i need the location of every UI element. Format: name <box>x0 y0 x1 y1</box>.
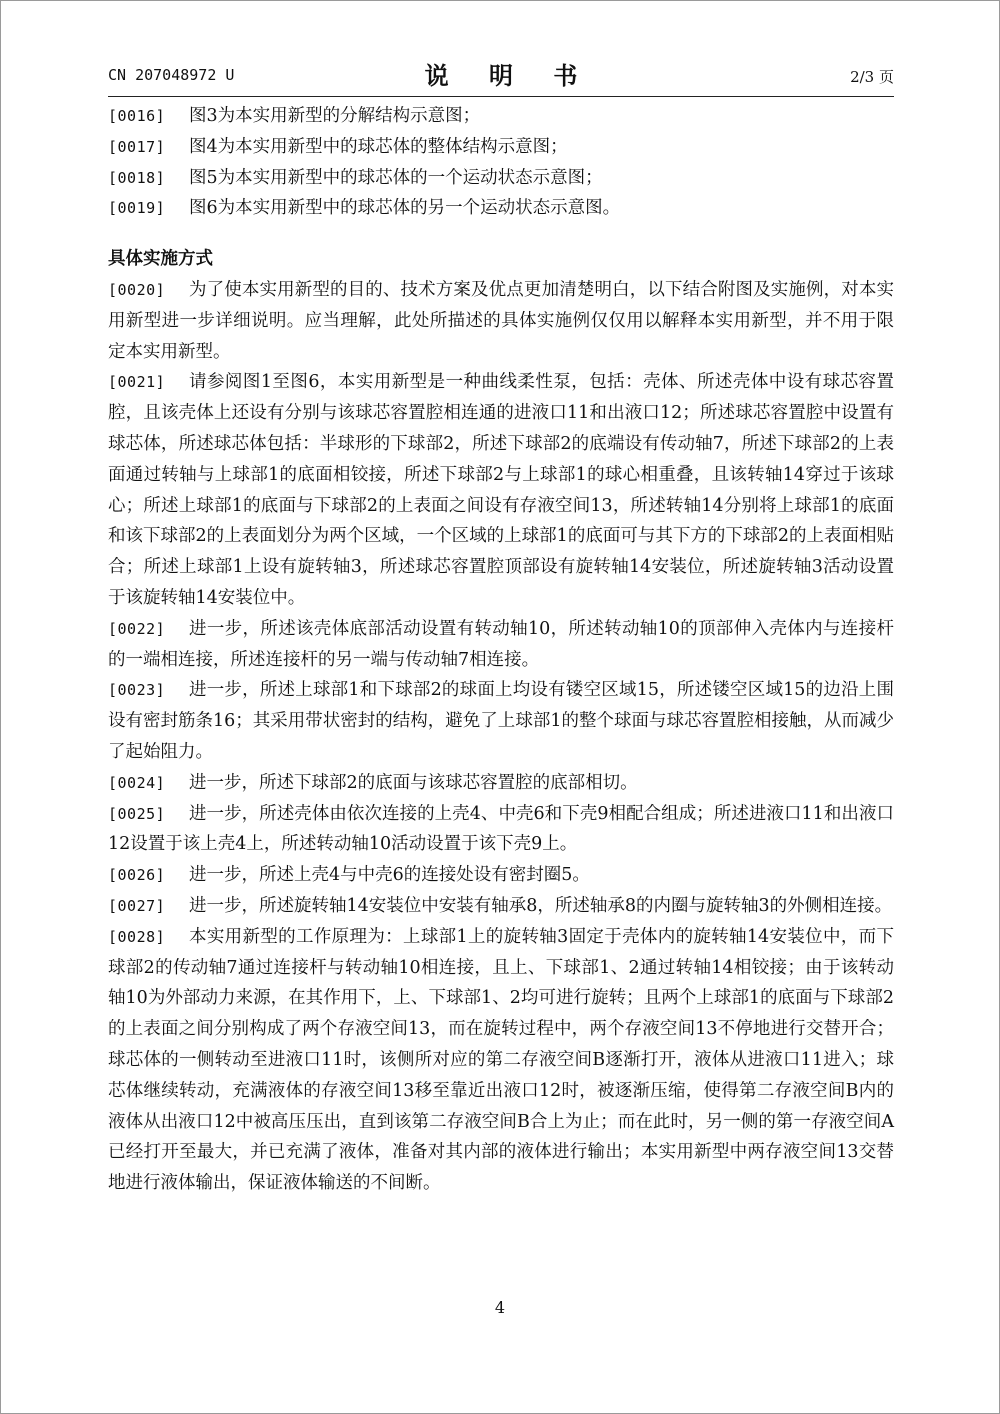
paragraph-number: [0019] <box>108 199 166 218</box>
paragraph <box>108 799 894 861</box>
paragraph <box>108 132 894 163</box>
paragraph <box>108 860 894 891</box>
paragraph-text: 请参阅图1至图6，本实用新型是一种曲线柔性泵，包括：壳体、所述壳体中设有球芯容置腔，且该壳体上还设有分别与该球芯容置腔相连通的进液口11和出液口12；所述球芯容置腔中设置有球芯体，所述球芯体包括：半球形的下球部2，所述下球部2的底端设有传动轴7，所述下球部2的上表面通过转轴与上球部1的底面相铰接，所述下球部2与上球部1的球心相重叠，且该转轴14穿过于该球心；所述上球部1的底面与下球部2的上表面之间设有存液空间13，所述转轴14分别将上球部1的底面和该下球部2的上表面划分为两个区域，一个区域的上球部1的底面可与其下方的下球部2的上表面相贴合；所述上球部1上设有旋转轴3，所述球芯容置腔顶部设有旋转轴14安装位，所述旋转轴3活动设置于该旋转轴14安装位中。 <box>108 372 894 608</box>
paragraph-text: 进一步，所述壳体由依次连接的上壳4、中壳6和下壳9相配合组成；所述进液口11和出液口12设置于该上壳4上，所述转动轴10活动设置于该下壳9上。 <box>108 803 894 855</box>
paragraph-text: 图5为本实用新型中的球芯体的一个运动状态示意图； <box>189 167 603 188</box>
paragraph-number: [0020] <box>108 280 166 299</box>
paragraph <box>108 891 894 922</box>
paragraph-text: 进一步，所述旋转轴14安装位中安装有轴承8，所述轴承8的内圈与旋转轴3的外侧相连接。 <box>189 895 893 916</box>
paragraph-text: 进一步，所述上壳4与中壳6的连接处设有密封圈5。 <box>189 865 590 886</box>
paragraph <box>108 163 894 194</box>
paragraph-number: [0018] <box>108 168 166 187</box>
page-number: 4 <box>494 1298 506 1317</box>
paragraph-text: 进一步，所述该壳体底部活动设置有转动轴10，所述转动轴10的顶部伸入壳体内与连接杆的一端相连接，所述连接杆的另一端与传动轴7相连接。 <box>108 618 894 670</box>
paragraph-text: 进一步，所述上球部1和下球部2的球面上均设有镂空区域15，所述镂空区域15的边沿上围设有密封筋条16；其采用带状密封的结构，避免了上球部1的整个球面与球芯容置腔相接触，从而减少了起始阻力。 <box>108 680 894 762</box>
section-heading: 具体实施方式 <box>108 249 213 270</box>
document-body <box>108 101 894 1199</box>
paragraph <box>108 768 894 799</box>
publication-number: CN 207048972 U <box>108 66 235 84</box>
paragraph-number: [0023] <box>108 681 166 700</box>
paragraph-text: 本实用新型的工作原理为：上球部1上的旋转轴3固定于壳体内的旋转轴14安装位中，而下球部2的传动轴7通过连接杆与转动轴10相连接，且上、下球部1、2通过转轴14相铰接；由于该转动轴10为外部动力来源，在其作用下，上、下球部1、2均可进行旋转；且两个上球部1的底面与下球部2的上表面之间分别构成了两个存液空间13，而在旋转过程中，两个存液空间13不停地进行交替开合；球芯体的一侧转动至进液口11时，该侧所对应的第二存液空间B逐渐打开，液体从进液口11进入；球芯体继续转动，充满液体的存液空间13移至靠近出液口12时，被逐渐压缩，使得第二存液空间B内的液体从出液口12中被高压压出，直到该第二存液空间B合上为止；而在此时，另一侧的第一存液空间A已经打开至最大，并已充满了液体，准备对其内部的液体进行输出；本实用新型中两存液空间13交替地进行液体输出，保证液体输送的不间断。 <box>108 926 894 1194</box>
paragraph-text: 为了使本实用新型的目的、技术方案及优点更加清楚明白，以下结合附图及实施例，对本实用新型进一步详细说明。应当理解，此处所描述的具体实施例仅仅用以解释本实用新型，并不用于限定本实用新型。 <box>108 279 894 362</box>
paragraph <box>108 275 894 367</box>
paragraph-number: [0028] <box>108 927 166 946</box>
paragraph-number: [0017] <box>108 137 166 156</box>
paragraph <box>108 675 894 767</box>
paragraph-number: [0022] <box>108 619 166 638</box>
paragraph-number: [0024] <box>108 773 166 792</box>
header-divider <box>108 96 894 97</box>
page-header <box>108 56 894 94</box>
paragraph-text: 图3为本实用新型的分解结构示意图； <box>189 106 481 126</box>
paragraph-number: [0027] <box>108 896 166 915</box>
page-of-total: 2/3 页 <box>850 68 894 86</box>
figure-description-list <box>108 101 894 224</box>
paragraph <box>108 367 894 613</box>
embodiment-section <box>108 275 894 1199</box>
paragraph <box>108 193 894 224</box>
paragraph-text: 图6为本实用新型中的球芯体的另一个运动状态示意图。 <box>189 198 621 219</box>
paragraph-number: [0025] <box>108 804 166 823</box>
paragraph <box>108 101 894 132</box>
paragraph <box>108 614 894 676</box>
document-title: 说 明 书 <box>424 62 594 90</box>
paragraph-text: 图4为本实用新型中的球芯体的整体结构示意图； <box>189 136 568 157</box>
paragraph-text: 进一步，所述下球部2的底面与该球芯容置腔的底部相切。 <box>189 772 638 793</box>
paragraph <box>108 922 894 1199</box>
paragraph-number: [0016] <box>108 107 166 125</box>
paragraph-number: [0026] <box>108 866 166 885</box>
paragraph-number: [0021] <box>108 373 166 392</box>
